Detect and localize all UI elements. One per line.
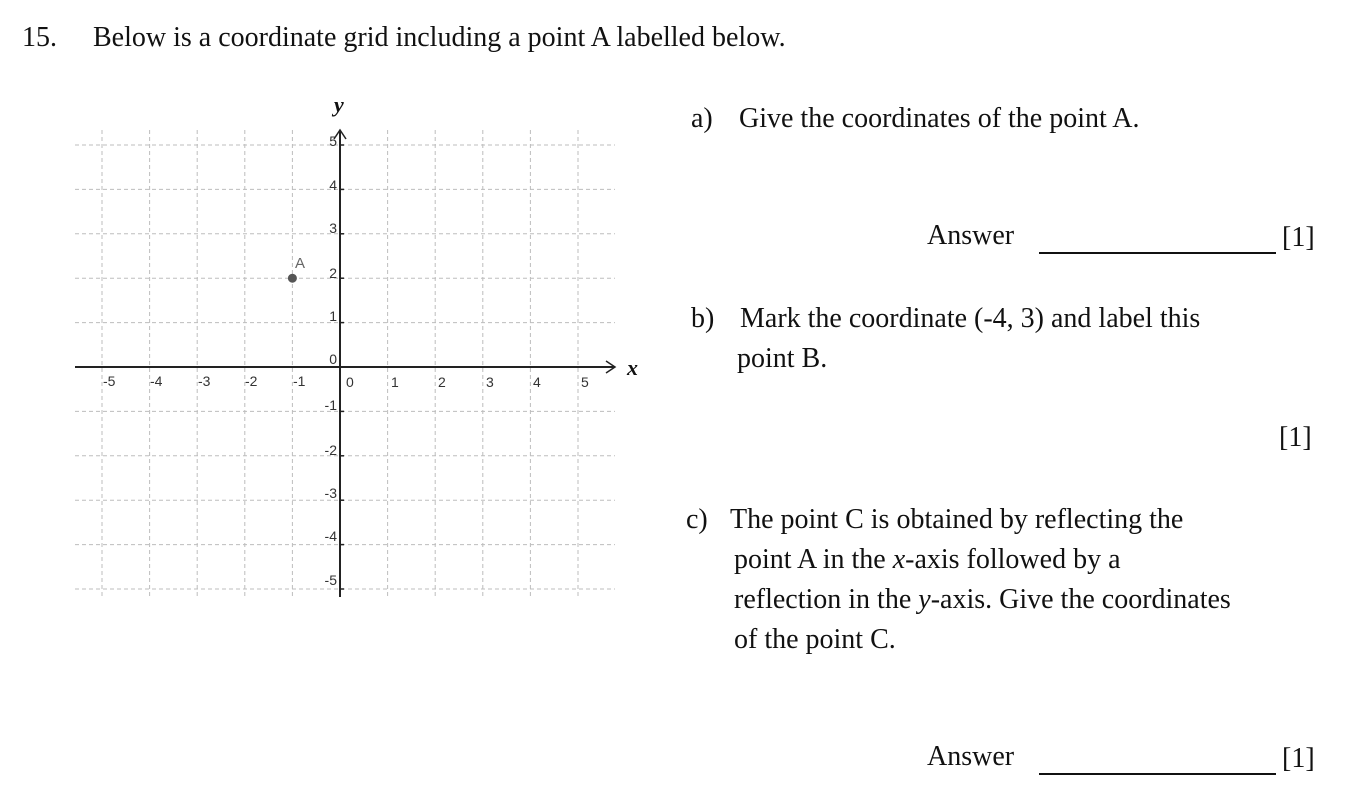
part-a-answer-field[interactable] (1039, 252, 1276, 254)
y-axis-label: y (334, 92, 344, 117)
svg-text:-1: -1 (324, 397, 337, 413)
part-c-answer-label: Answer (927, 741, 1015, 772)
svg-text:-4: -4 (150, 373, 163, 389)
svg-text:-1: -1 (293, 373, 306, 389)
part-c-marks: [1] (1282, 743, 1315, 774)
svg-text:-3: -3 (198, 373, 211, 389)
svg-text:-5: -5 (324, 572, 337, 588)
svg-text:-2: -2 (245, 373, 258, 389)
part-a-marks: [1] (1282, 222, 1315, 253)
svg-text:1: 1 (391, 374, 399, 390)
question-number: 15. (22, 22, 57, 53)
part-a-answer-label: Answer (927, 220, 1015, 251)
part-b-label: b) (691, 303, 715, 334)
svg-text:-4: -4 (324, 528, 337, 544)
svg-text:3: 3 (329, 220, 337, 236)
part-c-text-line-1: The point C is obtained by reflecting the (730, 504, 1184, 535)
svg-text:5: 5 (329, 133, 337, 149)
part-c-text-line-3: reflection in the y-axis. Give the coordinates (734, 584, 1231, 615)
svg-text:0: 0 (329, 351, 337, 367)
svg-text:0: 0 (346, 374, 354, 390)
part-c-text-line-4: of the point C. (734, 624, 896, 655)
y-tick-labels (325, 133, 338, 588)
svg-text:1: 1 (329, 308, 337, 324)
grid-lines (75, 130, 615, 596)
svg-text:2: 2 (438, 374, 446, 390)
svg-text:3: 3 (486, 374, 494, 390)
question-text: Below is a coordinate grid including a point A labelled below. (93, 22, 786, 53)
part-b-marks: [1] (1279, 422, 1312, 453)
svg-text:4: 4 (533, 374, 541, 390)
part-b-text-line-2: point B. (737, 343, 828, 374)
x-axis-label: x (627, 355, 638, 380)
coordinate-grid[interactable] (0, 0, 680, 640)
x-tick-labels (103, 373, 589, 390)
svg-text:2: 2 (329, 265, 337, 281)
part-c (686, 500, 1231, 655)
part-c-label: c) (686, 504, 708, 535)
part-a (691, 99, 1140, 139)
svg-text:5: 5 (581, 374, 589, 390)
axes (75, 130, 615, 597)
svg-text:-2: -2 (324, 442, 337, 458)
svg-text:-5: -5 (103, 373, 116, 389)
part-c-answer-field[interactable] (1039, 773, 1276, 775)
point-a-label: A (295, 255, 306, 272)
svg-text:-3: -3 (324, 485, 337, 501)
part-b-text-line-1: Mark the coordinate (-4, 3) and label this (740, 303, 1201, 334)
part-a-label: a) (691, 103, 713, 134)
part-b (691, 299, 1201, 374)
part-a-text: Give the coordinates of the point A. (739, 103, 1140, 134)
svg-text:4: 4 (329, 177, 337, 193)
part-c-text-line-2: point A in the x-axis followed by a (734, 544, 1121, 575)
point-a (288, 274, 297, 283)
